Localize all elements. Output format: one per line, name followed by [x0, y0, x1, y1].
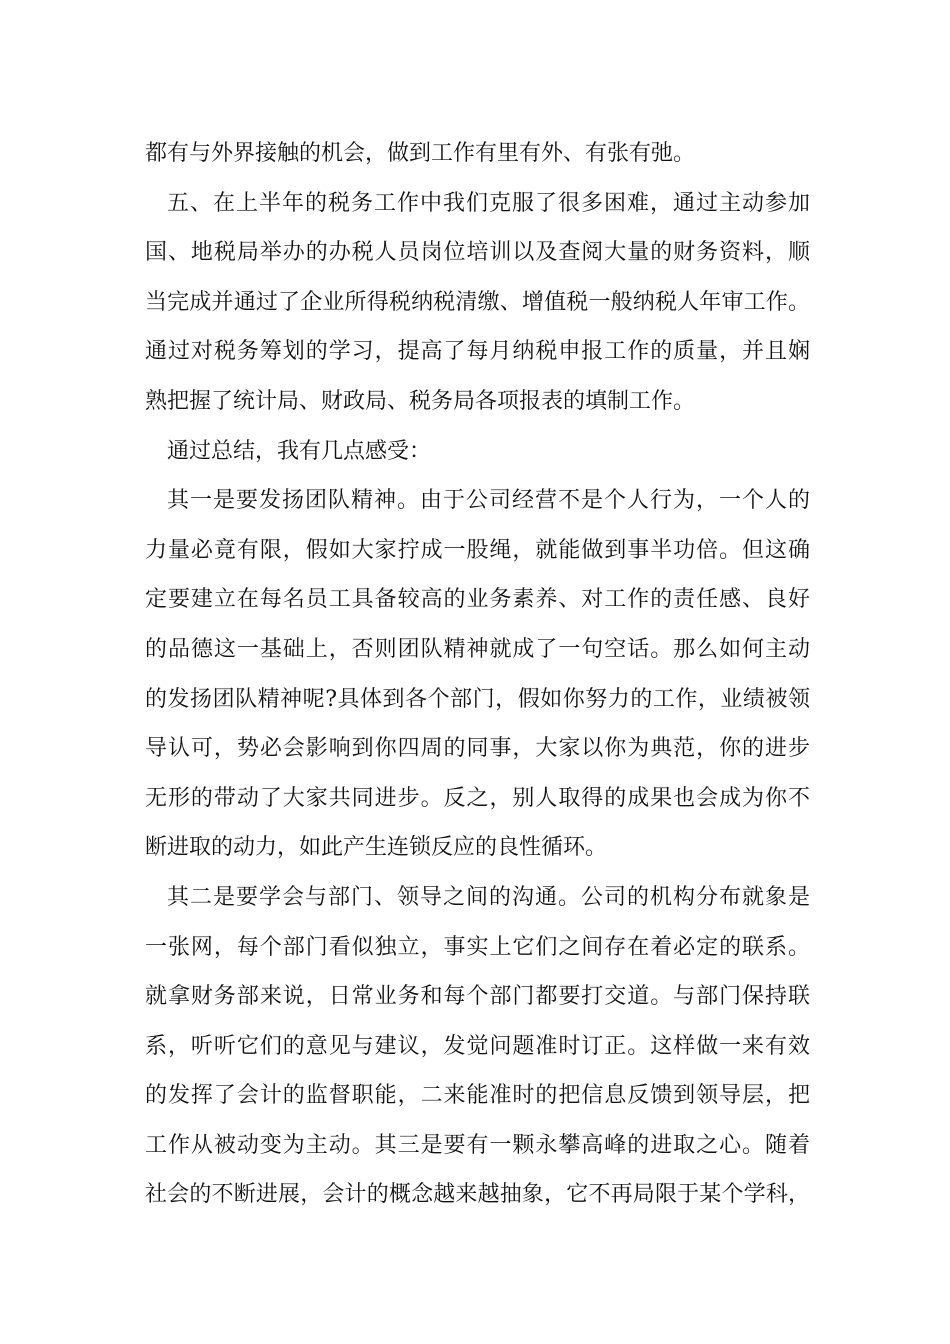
paragraph-start-line: 五、在上半年的税务工作中我们克服了很多困难，通过主动参加: [167, 190, 810, 216]
text-line: 工作从被动变为主动。其三是要有一颗永攀高峰的进取之心。随着: [145, 1132, 810, 1158]
text-line: 的发挥了会计的监督职能，二来能准时的把信息反馈到领导层，把: [145, 1083, 810, 1109]
text-line: 的品德这一基础上，否则团队精神就成了一句空话。那么如何主动: [145, 636, 810, 662]
text-line: 一张网，每个部门看似独立，事实上它们之间存在着必定的联系。: [145, 934, 810, 960]
text-line: 的发扬团队精神呢?具体到各个部门，假如你努力的工作，业绩被领: [145, 686, 810, 712]
text-line: 都有与外界接触的机会，做到工作有里有外、有张有弛。: [145, 141, 696, 166]
text-line: 国、地税局举办的办税人员岗位培训以及查阅大量的财务资料，顺: [145, 240, 810, 266]
text-line: 定要建立在每名员工具备较高的业务素养、对工作的责任感、良好: [145, 587, 810, 613]
text-line: 社会的不断进展，会计的概念越来越抽象，它不再局限于某个学科，: [145, 1182, 810, 1208]
text-line: 导认可，势必会影响到你四周的同事，大家以你为典范，你的进步: [145, 736, 810, 762]
text-line: 系，听听它们的意见与建议，发觉问题准时订正。这样做一来有效: [145, 1033, 810, 1059]
text-line: 当完成并通过了企业所得税纳税清缴、增值税一般纳税人年审工作。: [145, 289, 810, 315]
paragraph-start-line: 通过总结，我有几点感受：: [167, 438, 432, 464]
text-line: 熟把握了统计局、财政局、税务局各项报表的填制工作。: [145, 388, 696, 414]
body-text: [145, 129, 810, 1220]
text-line: 力量必竟有限，假如大家拧成一股绳，就能做到事半功倍。但这确: [145, 537, 810, 563]
text-line: 就拿财务部来说，日常业务和每个部门都要打交道。与部门保持联: [145, 984, 810, 1010]
text-line: 断进取的动力，如此产生连锁反应的良性循环。: [145, 835, 608, 861]
text-line: 无形的带动了大家共同进步。反之，别人取得的成果也会成为你不: [145, 785, 810, 811]
paragraph-start-line: 其二是要学会与部门、领导之间的沟通。公司的机构分布就象是: [167, 884, 810, 910]
paragraph-start-line: 其一是要发扬团队精神。由于公司经营不是个人行为，一个人的: [167, 488, 810, 514]
text-line: 通过对税务筹划的学习，提高了每月纳税申报工作的质量，并且娴: [145, 339, 810, 365]
